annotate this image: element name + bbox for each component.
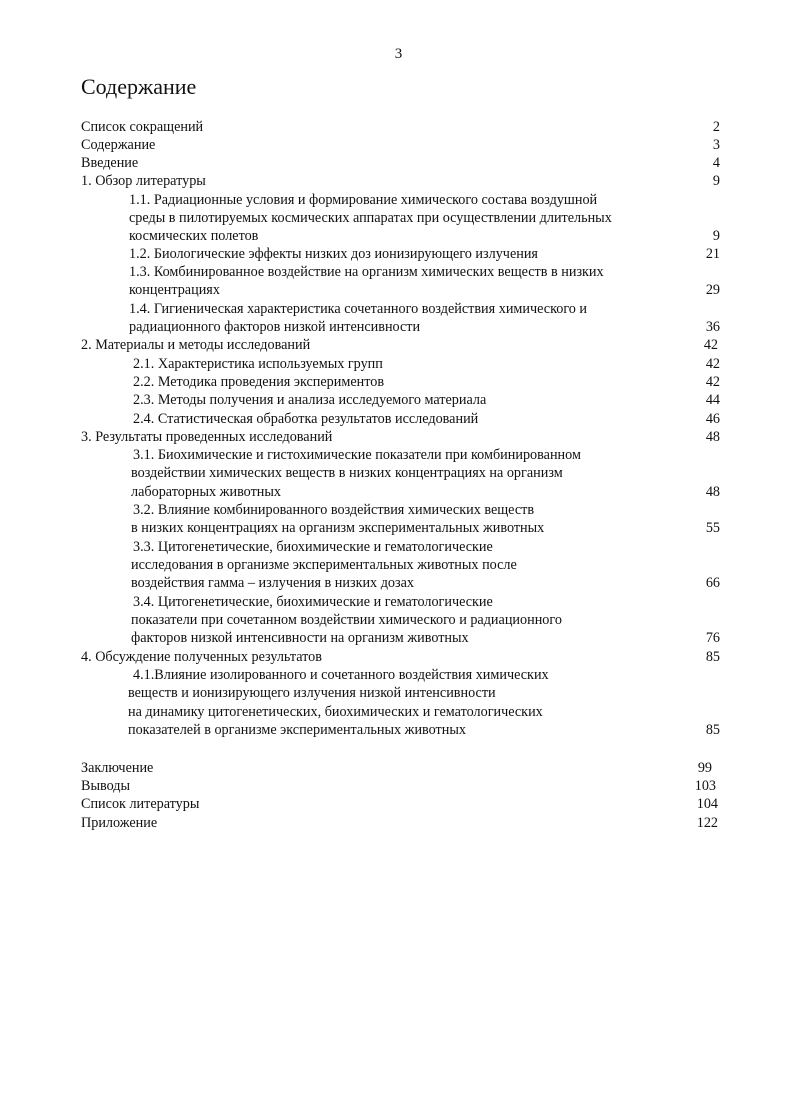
toc-entry-17-line-1: 3.3. Цитогенетические, биохимические и гематологические — [133, 539, 493, 555]
toc-entry-23-page: 104 — [696, 796, 718, 812]
toc-entry-7-line-2: концентрациях — [129, 282, 220, 298]
toc-entry-15-line-1: 3.1. Биохимические и гистохимические показатели при комбинированном — [133, 447, 581, 463]
toc-entry-5-line-3: космических полетов — [129, 228, 259, 244]
toc-entry-12-line-1: 2.3. Методы получения и анализа исследуемого материала — [133, 392, 487, 408]
toc-entry-5-line-1: 1.1. Радиационные условия и формирование химического состава воздушной — [129, 192, 598, 208]
toc-entry-7-line-1: 1.3. Комбинированное воздействие на организм химических веществ в низких — [129, 264, 604, 280]
toc-entry-4-page: 9 — [712, 173, 720, 189]
toc-entry-15-line-3: лабораторных животных — [131, 484, 282, 500]
toc-entry-20-line-2: веществ и ионизирующего излучения низкой интенсивности — [128, 685, 496, 701]
toc-entry-19-line-1: 4. Обсуждение полученных результатов — [81, 649, 322, 665]
toc-entry-22-line-1: Выводы — [81, 778, 131, 794]
toc-entry-9-line-1: 2. Материалы и методы исследований — [81, 337, 311, 353]
toc-entry-13-page: 46 — [705, 411, 720, 427]
toc-entry-8-line-1: 1.4. Гигиеническая характеристика сочетанного воздействия химического и — [129, 301, 588, 317]
toc-entry-16-line-1: 3.2. Влияние комбинированного воздействия химических веществ — [133, 502, 535, 518]
toc-entry-6-page: 21 — [705, 246, 720, 262]
toc-entry-7-page: 29 — [705, 282, 720, 298]
toc-entry-21-line-1: Заключение — [81, 760, 154, 776]
toc-entry-2-page: 3 — [712, 137, 720, 153]
toc-entry-17-line-2: исследования в организме экспериментальных животных после — [131, 557, 517, 573]
toc-entry-3-line-1: Введение — [81, 155, 139, 171]
toc-entry-4-line-1: 1. Обзор литературы — [81, 173, 206, 189]
toc-entry-16-line-2: в низких концентрациях на организм экспериментальных животных — [131, 520, 545, 536]
toc-entry-22-page: 103 — [694, 778, 716, 794]
toc-entry-18-line-1: 3.4. Цитогенетические, биохимические и гематологические — [133, 594, 493, 610]
toc-entry-5-line-2: среды в пилотируемых космических аппаратах при осуществлении длительных — [129, 210, 612, 226]
toc-entry-12-page: 44 — [705, 392, 720, 408]
toc-entry-14-page: 48 — [705, 429, 720, 445]
toc-entry-20-line-1: 4.1.Влияние изолированного и сочетанного воздействия химических — [133, 667, 549, 683]
toc-entry-18-line-2: показатели при сочетанном воздействии химического и радиационного — [131, 612, 562, 628]
toc-entry-3-page: 4 — [712, 155, 720, 171]
toc-entry-9-page: 42 — [703, 337, 718, 353]
toc-entry-15-page: 48 — [705, 484, 720, 500]
toc-entry-20-line-4: показателей в организме экспериментальных животных — [128, 722, 466, 738]
toc-entry-15-line-2: воздействии химических веществ в низких концентрациях на организм — [131, 465, 563, 481]
toc-entry-20-page: 85 — [705, 722, 720, 738]
toc-entry-21-page: 99 — [697, 760, 712, 776]
toc-entry-17-line-3: воздействия гамма – излучения в низких дозах — [131, 575, 415, 591]
toc-entry-5-page: 9 — [712, 228, 720, 244]
toc-entry-23-line-1: Список литературы — [81, 796, 200, 812]
page-number: 3 — [394, 46, 403, 62]
toc-entry-20-line-3: на динамику цитогенетических, биохимических и гематологических — [128, 704, 543, 720]
toc-entry-8-page: 36 — [705, 319, 720, 335]
toc-entry-11-line-1: 2.2. Методика проведения экспериментов — [133, 374, 385, 390]
toc-entry-2-line-1: Содержание — [81, 137, 156, 153]
toc-entry-19-page: 85 — [705, 649, 720, 665]
toc-entry-6-line-1: 1.2. Биологические эффекты низких доз ионизирующего излучения — [129, 246, 538, 262]
toc-entry-16-page: 55 — [705, 520, 720, 536]
toc-entry-24-line-1: Приложение — [81, 815, 158, 831]
toc-entry-18-page: 76 — [705, 630, 720, 646]
toc-entry-11-page: 42 — [705, 374, 720, 390]
toc-entry-18-line-3: факторов низкой интенсивности на организм животных — [131, 630, 469, 646]
toc-entry-1-line-1: Список сокращений — [81, 119, 204, 135]
toc-entry-24-page: 122 — [696, 815, 718, 831]
toc-entry-8-line-2: радиационного факторов низкой интенсивности — [129, 319, 421, 335]
toc-entry-14-line-1: 3. Результаты проведенных исследований — [81, 429, 333, 445]
toc-entry-10-line-1: 2.1. Характеристика используемых групп — [133, 356, 383, 372]
page-title: Содержание — [81, 74, 197, 99]
toc-entry-1-page: 2 — [712, 119, 720, 135]
toc-entry-17-page: 66 — [705, 575, 720, 591]
toc-entry-10-page: 42 — [705, 356, 720, 372]
toc-entry-13-line-1: 2.4. Статистическая обработка результатов исследований — [133, 411, 479, 427]
